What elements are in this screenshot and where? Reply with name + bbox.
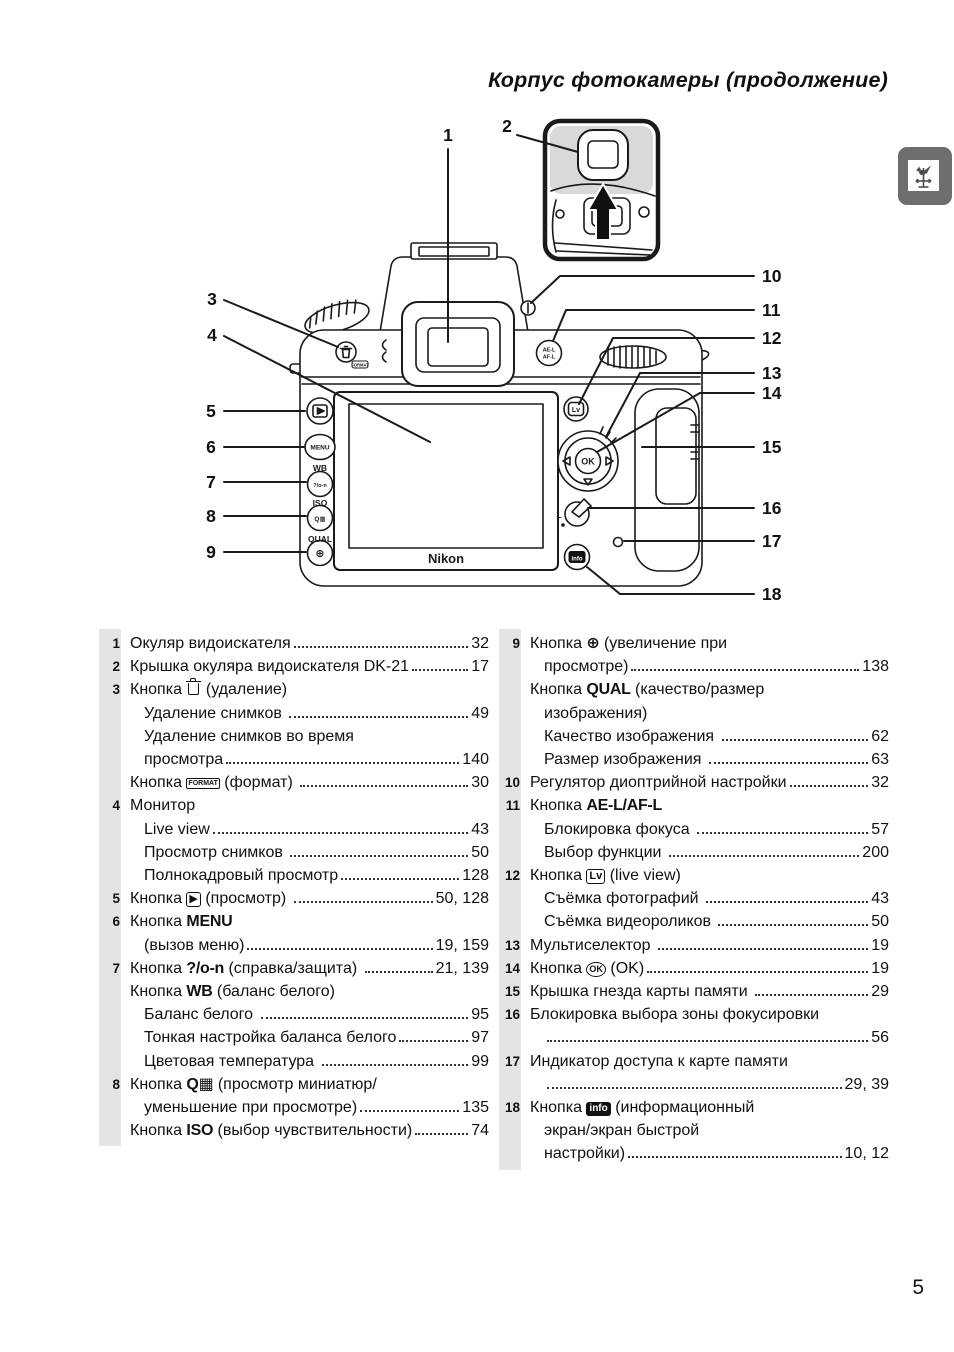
page-ref: 49 bbox=[471, 704, 489, 722]
list-item bbox=[99, 957, 489, 980]
callout-18: 18 bbox=[762, 584, 782, 604]
page-ref: 63 bbox=[871, 751, 889, 769]
page-ref: 50, 128 bbox=[435, 890, 489, 908]
callout-10: 10 bbox=[762, 266, 782, 286]
item-number: 14 bbox=[504, 960, 520, 976]
item-label: Просмотр снимков bbox=[144, 843, 288, 861]
item-number: 17 bbox=[504, 1053, 520, 1069]
item-label: Окуляр видоискателя bbox=[130, 635, 291, 652]
qual-label: QUAL bbox=[307, 534, 333, 544]
camera-diagram bbox=[0, 96, 954, 630]
lock-label: L bbox=[556, 510, 562, 520]
item-number: 3 bbox=[112, 682, 120, 698]
item-number: 11 bbox=[505, 798, 520, 814]
item-label: просмотре) bbox=[544, 658, 629, 676]
list-item bbox=[99, 771, 489, 794]
callout-16: 16 bbox=[762, 498, 782, 518]
list-item bbox=[499, 725, 889, 748]
ok-button-label: OK bbox=[581, 456, 595, 467]
item-label: Выбор функции bbox=[544, 843, 666, 861]
page-ref: 200 bbox=[862, 843, 889, 861]
page-ref: 19, 159 bbox=[435, 936, 489, 954]
item-label: Съёмка видеороликов bbox=[544, 913, 716, 931]
item-label: Регулятор диоптрийной настройки bbox=[530, 774, 787, 792]
list-item bbox=[499, 1073, 889, 1096]
leader-dots bbox=[289, 716, 468, 718]
list-item bbox=[99, 864, 489, 887]
list-item bbox=[499, 748, 889, 771]
page-ref: 56 bbox=[871, 1029, 889, 1047]
item-label: Кнопка Lv (live view) bbox=[530, 867, 681, 885]
list-item bbox=[499, 934, 889, 957]
page-ref: 128 bbox=[462, 867, 489, 885]
page-ref: 29 bbox=[871, 983, 889, 1001]
list-item bbox=[99, 748, 489, 771]
page-ref: 99 bbox=[471, 1052, 489, 1070]
item-label: Тонкая настройка баланса белого bbox=[144, 1029, 397, 1047]
item-number: 13 bbox=[504, 937, 520, 953]
ok-icon: OK bbox=[586, 962, 606, 977]
list-item bbox=[499, 1142, 889, 1165]
eyepiece-cap bbox=[578, 130, 628, 180]
info-button-glyph: info bbox=[571, 556, 583, 563]
card-slot-cover bbox=[635, 389, 699, 571]
item-label: Монитор bbox=[130, 797, 196, 815]
list-item bbox=[499, 678, 889, 701]
leader-dots bbox=[709, 762, 868, 764]
item-label: Кнопка ▶ (просмотр) bbox=[130, 890, 291, 908]
list-item bbox=[499, 771, 889, 794]
page-ref: 135 bbox=[462, 1099, 489, 1117]
leader-dots bbox=[294, 646, 469, 648]
page-ref: 17 bbox=[471, 658, 489, 676]
item-label: экран/экран быстрой bbox=[544, 1122, 700, 1140]
leader-dots bbox=[722, 739, 869, 741]
iso-icon: ISO bbox=[186, 1122, 214, 1140]
item-label: Кнопка Q▦ (просмотр миниатюр/ bbox=[130, 1073, 377, 1096]
list-item bbox=[99, 1050, 489, 1073]
page-ref: 30 bbox=[471, 774, 489, 792]
list-item bbox=[99, 1026, 489, 1049]
item-label: Кнопка (удаление) bbox=[130, 681, 288, 699]
page-ref: 43 bbox=[471, 820, 489, 838]
list-item bbox=[499, 1026, 889, 1049]
item-label: Кнопка QUAL (качество/размер bbox=[530, 678, 764, 701]
item-number: 9 bbox=[512, 636, 520, 651]
list-item bbox=[99, 887, 489, 910]
callout-17: 17 bbox=[762, 531, 782, 551]
help-button-glyph: ?/o-n bbox=[313, 483, 327, 489]
page-ref: 50 bbox=[871, 913, 889, 931]
list-item bbox=[99, 1073, 489, 1096]
item-label: Полнокадровый просмотр bbox=[144, 867, 339, 885]
item-label: Блокировка фокуса bbox=[544, 820, 695, 838]
item-label: Кнопка AE-L/AF-L bbox=[530, 794, 662, 817]
leader-dots bbox=[647, 971, 868, 973]
leader-dots bbox=[697, 832, 868, 834]
wb-label: WB bbox=[312, 463, 328, 473]
item-label: Кнопка ⊕ (увеличение при bbox=[530, 632, 727, 655]
item-number: 16 bbox=[504, 1007, 520, 1023]
lv-icon: Lv bbox=[586, 869, 605, 884]
leader-dots bbox=[790, 785, 869, 787]
list-item bbox=[99, 934, 489, 957]
leader-dots bbox=[399, 1040, 468, 1042]
callout-14: 14 bbox=[762, 383, 782, 403]
callout-9: 9 bbox=[206, 542, 216, 562]
list-item bbox=[99, 841, 489, 864]
page-ref: 29, 39 bbox=[844, 1075, 889, 1093]
play-icon: ▶ bbox=[186, 892, 200, 907]
callout-15: 15 bbox=[762, 437, 782, 457]
camera-body bbox=[290, 243, 710, 586]
zoomin-icon: ⊕ bbox=[586, 635, 600, 652]
item-number: 10 bbox=[504, 775, 520, 791]
playback-button bbox=[307, 398, 333, 424]
leader-dots bbox=[300, 785, 468, 787]
list-item bbox=[99, 794, 489, 817]
page-title: Корпус фотокамеры (продолжение) bbox=[488, 68, 888, 92]
list-item bbox=[99, 725, 489, 748]
leader-dots bbox=[226, 762, 459, 764]
item-number: 6 bbox=[112, 914, 120, 930]
list-item bbox=[499, 841, 889, 864]
inset-diagram bbox=[545, 121, 658, 259]
callout-3: 3 bbox=[207, 289, 217, 309]
menu-icon: MENU bbox=[186, 913, 233, 931]
list-item bbox=[499, 702, 889, 725]
leader-dots bbox=[658, 948, 868, 950]
page-ref: 95 bbox=[471, 1006, 489, 1024]
leader-dots bbox=[213, 832, 468, 834]
ael-label-bottom: AF-L bbox=[542, 354, 556, 361]
item-label: Крышка окуляра видоискателя DK-21 bbox=[130, 658, 410, 676]
leader-dots bbox=[365, 971, 433, 973]
page-ref: 138 bbox=[862, 658, 889, 676]
leader-dots bbox=[294, 901, 433, 903]
ael-label-top: AE-L bbox=[542, 347, 556, 354]
page-ref: 21, 139 bbox=[435, 959, 489, 977]
item-number: 8 bbox=[112, 1076, 120, 1092]
list-item bbox=[499, 1119, 889, 1142]
monitor bbox=[334, 392, 558, 570]
nikon-logo: Nikon bbox=[427, 551, 465, 566]
item-number: 2 bbox=[112, 659, 120, 675]
callout-2: 2 bbox=[502, 116, 512, 136]
list-item bbox=[99, 655, 489, 678]
list-item bbox=[99, 678, 489, 701]
item-label: Крышка гнезда карты памяти bbox=[530, 983, 753, 1001]
leader-dots bbox=[755, 994, 868, 996]
leader-dots bbox=[628, 1156, 841, 1158]
list-item bbox=[499, 957, 889, 980]
item-number: 15 bbox=[504, 984, 520, 1000]
item-label: (вызов меню) bbox=[144, 936, 245, 954]
list-item bbox=[499, 1096, 889, 1119]
menu-button-label: MENU bbox=[310, 444, 330, 452]
item-label: настройки) bbox=[544, 1145, 626, 1163]
iso-label: ISO bbox=[312, 498, 328, 508]
leader-dots bbox=[360, 1110, 459, 1112]
item-label: Кнопка FORMAT (формат) bbox=[130, 774, 298, 792]
item-label: Цветовая температура bbox=[144, 1052, 319, 1070]
item-number: 18 bbox=[504, 1100, 520, 1116]
info-icon: info bbox=[586, 1102, 610, 1116]
list-item bbox=[499, 794, 889, 817]
lv-button-glyph: Lv bbox=[571, 407, 581, 414]
page-ref: 97 bbox=[471, 1029, 489, 1047]
item-label: Размер изображения bbox=[544, 751, 706, 769]
leader-dots bbox=[718, 924, 868, 926]
item-label: Удаление снимков bbox=[144, 704, 287, 722]
item-label: Кнопка MENU bbox=[130, 910, 232, 933]
item-label: Live view bbox=[144, 820, 210, 838]
callout-11: 11 bbox=[762, 300, 781, 320]
item-label: изображения) bbox=[544, 704, 648, 722]
thumbnail-button-glyph: Q▦ bbox=[314, 516, 326, 523]
thumbs-icon: Q▦ bbox=[186, 1075, 214, 1093]
wb-icon: WB bbox=[186, 983, 213, 1001]
item-number: 4 bbox=[112, 798, 120, 814]
list-item bbox=[499, 1003, 889, 1026]
leader-dots bbox=[631, 669, 859, 671]
item-label: Кнопка ISO (выбор чувствительности) bbox=[130, 1119, 412, 1142]
card-access-lamp bbox=[614, 538, 623, 547]
list-item bbox=[499, 655, 889, 678]
camera-diagram-svg bbox=[0, 96, 954, 630]
list-item bbox=[499, 632, 889, 655]
callout-6: 6 bbox=[206, 437, 216, 457]
page-number: 5 bbox=[912, 1276, 924, 1299]
item-label: Баланс белого bbox=[144, 1006, 258, 1024]
leader-dots bbox=[415, 1133, 468, 1135]
leader-dots bbox=[706, 901, 868, 903]
item-label: Кнопка WB (баланс белого) bbox=[130, 980, 335, 1003]
leader-dots bbox=[261, 1017, 469, 1019]
list-item bbox=[499, 1050, 889, 1073]
item-label: Кнопка ?/о-n (справка/защита) bbox=[130, 957, 362, 980]
ael-icon: AE-L/AF-L bbox=[586, 797, 662, 815]
callout-12: 12 bbox=[762, 328, 782, 348]
page-ref: 19 bbox=[871, 936, 889, 954]
page-ref: 50 bbox=[471, 843, 489, 861]
page-ref: 74 bbox=[471, 1122, 489, 1140]
item-label: уменьшение при просмотре) bbox=[144, 1099, 358, 1117]
list-item bbox=[99, 1096, 489, 1119]
page-ref: 10, 12 bbox=[844, 1145, 889, 1163]
leader-dots bbox=[547, 1087, 842, 1089]
list-item bbox=[99, 1003, 489, 1026]
list-item bbox=[499, 818, 889, 841]
item-label: Съёмка фотографий bbox=[544, 890, 704, 908]
page-ref: 32 bbox=[871, 774, 889, 792]
list-item bbox=[99, 702, 489, 725]
item-number: 5 bbox=[112, 891, 120, 907]
list-item bbox=[499, 864, 889, 887]
parts-list-left bbox=[99, 632, 489, 1142]
leader-dots bbox=[290, 855, 468, 857]
list-item bbox=[499, 887, 889, 910]
zoom-in-button-glyph: ⊕ bbox=[315, 548, 325, 560]
format-icon: FORMAT bbox=[188, 780, 218, 788]
item-label: Кнопка OK (OK) bbox=[530, 959, 645, 977]
leader-dots bbox=[412, 669, 468, 671]
leader-dots bbox=[669, 855, 859, 857]
list-item bbox=[499, 910, 889, 933]
item-label: Удаление снимков во время bbox=[144, 727, 354, 745]
parts-list-right bbox=[499, 632, 889, 1166]
item-label: просмотра bbox=[144, 751, 224, 769]
list-item bbox=[99, 818, 489, 841]
item-label: Индикатор доступа к карте памяти bbox=[530, 1052, 788, 1070]
leader-dots bbox=[341, 878, 459, 880]
list-item bbox=[99, 1119, 489, 1142]
callout-1: 1 bbox=[443, 125, 453, 145]
callout-5: 5 bbox=[206, 401, 216, 421]
list-item bbox=[499, 980, 889, 1003]
item-label: Мультиселектор bbox=[530, 936, 656, 954]
item-number: 7 bbox=[112, 960, 120, 976]
item-number: 1 bbox=[112, 636, 120, 651]
item-label: Качество изображения bbox=[544, 727, 719, 745]
page-ref: 140 bbox=[462, 751, 489, 769]
format-glyph: FORMAT bbox=[351, 362, 369, 368]
page-ref: 57 bbox=[871, 820, 889, 838]
page-ref: 62 bbox=[871, 727, 889, 745]
page-ref: 43 bbox=[871, 890, 889, 908]
item-label: Кнопка info (информационный bbox=[530, 1099, 755, 1117]
qual-icon: QUAL bbox=[586, 681, 631, 699]
delete-button bbox=[336, 342, 356, 362]
leader-dots bbox=[547, 1040, 868, 1042]
leader-dots bbox=[247, 948, 432, 950]
callout-8: 8 bbox=[206, 506, 216, 526]
item-label: Блокировка выбора зоны фокусировки bbox=[530, 1006, 820, 1024]
item-number: 12 bbox=[504, 868, 520, 884]
callout-13: 13 bbox=[762, 363, 782, 383]
list-item bbox=[99, 632, 489, 655]
help-icon: ?/о-n bbox=[186, 959, 225, 977]
callout-7: 7 bbox=[206, 472, 216, 492]
page-ref: 19 bbox=[871, 959, 889, 977]
leader-dots bbox=[322, 1064, 469, 1066]
callout-4: 4 bbox=[207, 325, 217, 345]
list-item bbox=[99, 910, 489, 933]
page-ref: 32 bbox=[471, 635, 489, 652]
trash-icon bbox=[188, 683, 199, 695]
list-item bbox=[99, 980, 489, 1003]
